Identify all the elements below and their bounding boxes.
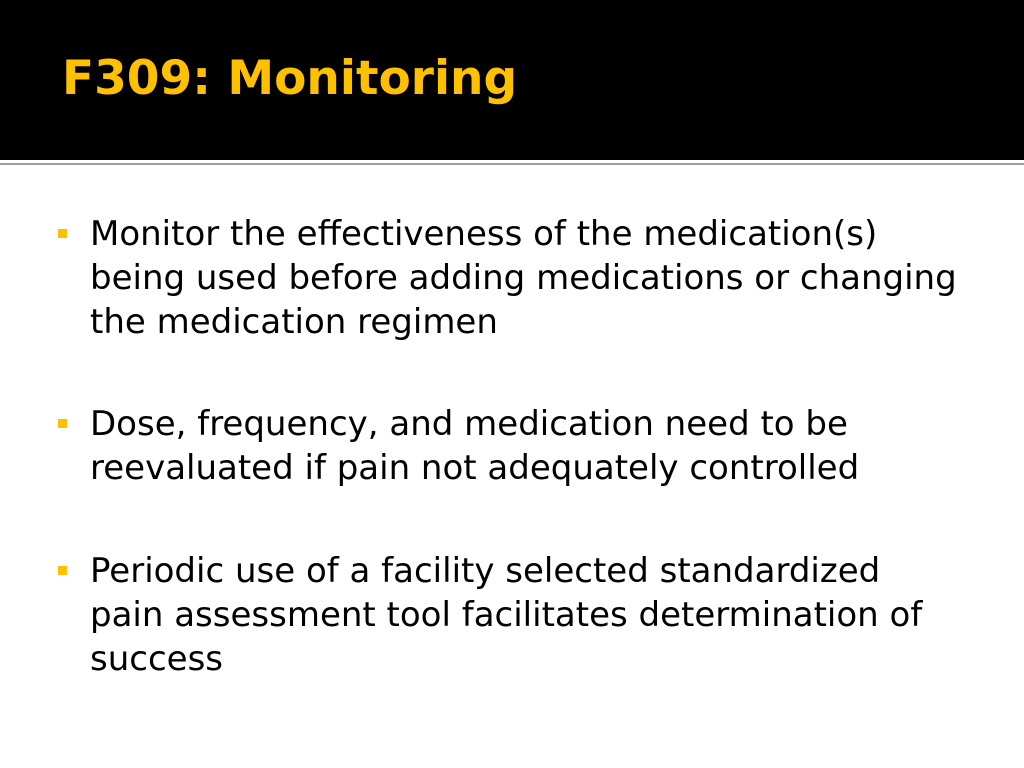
slide-title: F309: Monitoring: [62, 51, 518, 106]
bullet-text: Periodic use of a facility selected standardized pain assessment tool facilitates determination of success: [90, 551, 923, 679]
title-divider: [0, 160, 1024, 168]
title-band: [0, 0, 1024, 160]
bullet-text: Dose, frequency, and medication need to be reevaluated if pain not adequately controlled: [90, 404, 860, 488]
bullet-item: [54, 212, 964, 344]
square-bullet-icon: [58, 419, 67, 428]
slide-content: [0, 168, 1024, 768]
divider-rule: [0, 163, 1024, 165]
bullet-text: Monitor the effectiveness of the medication(s) being used before adding medications or changing the medication regimen: [90, 214, 957, 342]
square-bullet-icon: [58, 566, 67, 575]
bullet-item: [54, 549, 964, 681]
square-bullet-icon: [58, 229, 67, 238]
bullet-item: [54, 402, 964, 490]
